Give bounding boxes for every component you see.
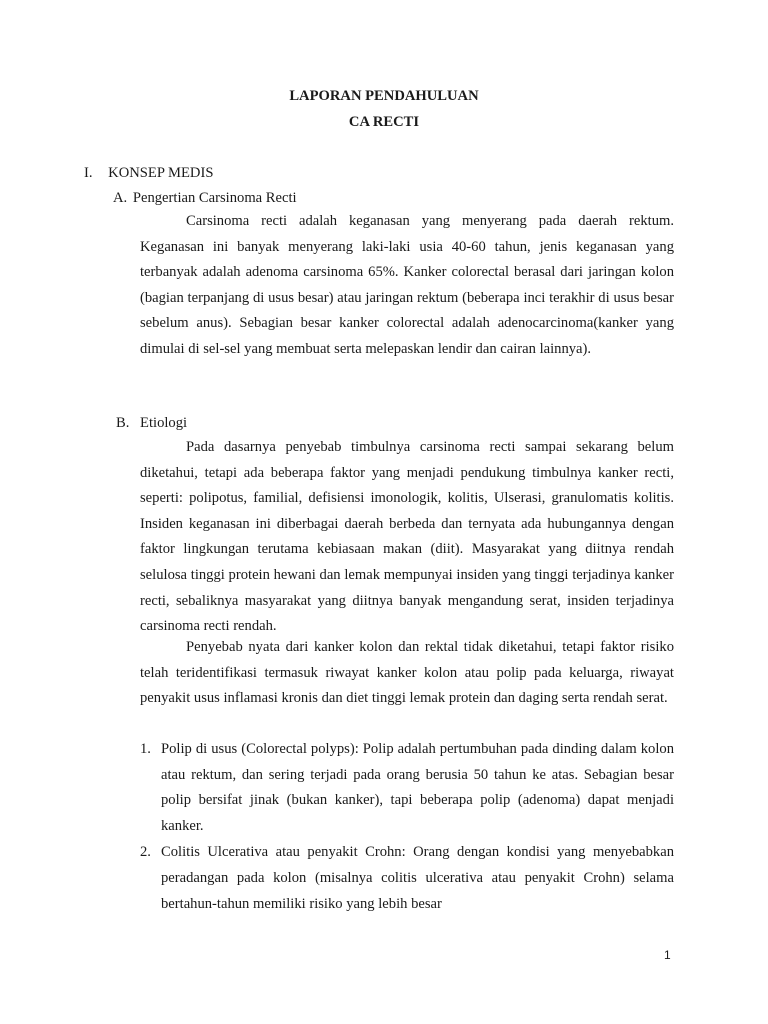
subsection-title: Etiologi — [140, 415, 188, 431]
section-number: I. — [84, 165, 93, 181]
subsection-heading-etiologi — [116, 414, 187, 432]
list-item-text: Colitis Ulcerativa atau penyakit Crohn: Orang dengan kondisi yang menyebabkan peradangan pada kolon (misalnya colitis ulcerativa atau penyakit Crohn) selama bertahun-tahun memiliki risiko yang lebih besar — [161, 844, 674, 912]
subsection-letter: B. — [116, 415, 130, 431]
document-subtitle: CA RECTI — [348, 114, 420, 130]
risk-factor-list — [140, 737, 674, 918]
list-item-text: Polip di usus (Colorectal polyps): Polip adalah pertumbuhan pada dinding dalam kolon atau rektum, dan sering terjadi pada orang berusia 50 tahun ke atas. Sebagian besar polip bersifat jinak (bukan kanker), tapi beberapa polip (adenoma) dapat menjadi kanker. — [161, 741, 674, 834]
list-item-number: 1. — [140, 741, 151, 757]
list-item — [140, 737, 674, 839]
paragraph-etiologi-2: Penyebab nyata dari kanker kolon dan rektal tidak diketahui, tetapi faktor risiko telah teridentifikasi termasuk riwayat kanker kolon atau polip pada keluarga, riwayat penyakit usus inflamasi kronis dan diet tinggi lemak protein dan daging serta rendah serat. — [140, 639, 674, 707]
paragraph-etiologi-1: Pada dasarnya penyebab timbulnya carsinoma recti sampai sekarang belum diketahui, tetapi ada beberapa faktor yang menjadi pendukung timbulnya kanker recti, seperti: polipotus, familial, defisiensi imonologik, kolitis, Ulserasi, granulomatis kolitis. Insiden keganasan ini diberbagai daerah berbeda dan ternyata ada hubungannya dengan faktor lingkungan terutama kebiasaan makan (diit). Masyarakat yang diitnya rendah selulosa tinggi protein hewani dan lemak mempunyai insiden yang tinggi terjadinya kanker recti, sebaliknya masyarakat yang diitnya banyak mengandung serat, insiden terjadinya carsinoma recti rendah. — [140, 439, 674, 635]
document-title: LAPORAN PENDAHULUAN — [289, 88, 479, 104]
list-item — [140, 840, 674, 917]
paragraph-pengertian: Carsinoma recti adalah keganasan yang menyerang pada daerah rektum. Keganasan ini banyak menyerang laki-laki usia 40-60 tahun, jenis keganasan yang terbanyak adalah adenoma carsinoma 65%. Kanker colorectal berasal dari jaringan kolon (bagian terpanjang di usus besar) atau jaringan rektum (beberapa inci terakhir di usus besar sebelum anus). Sebagian besar kanker colorectal adalah adenocarcinoma(kanker yang dimulai di sel-sel yang membuat serta melepaskan lendir dan cairan lainnya). — [140, 213, 674, 357]
subsection-heading-pengertian — [113, 189, 297, 207]
list-item-number: 2. — [140, 844, 151, 861]
section-title: KONSEP MEDIS — [108, 165, 214, 181]
subsection-title: Pengertian Carsinoma Recti — [132, 190, 297, 206]
page-number: 1 — [664, 948, 671, 962]
section-heading-konsep-medis — [84, 164, 213, 182]
subsection-letter: A. — [113, 190, 128, 206]
